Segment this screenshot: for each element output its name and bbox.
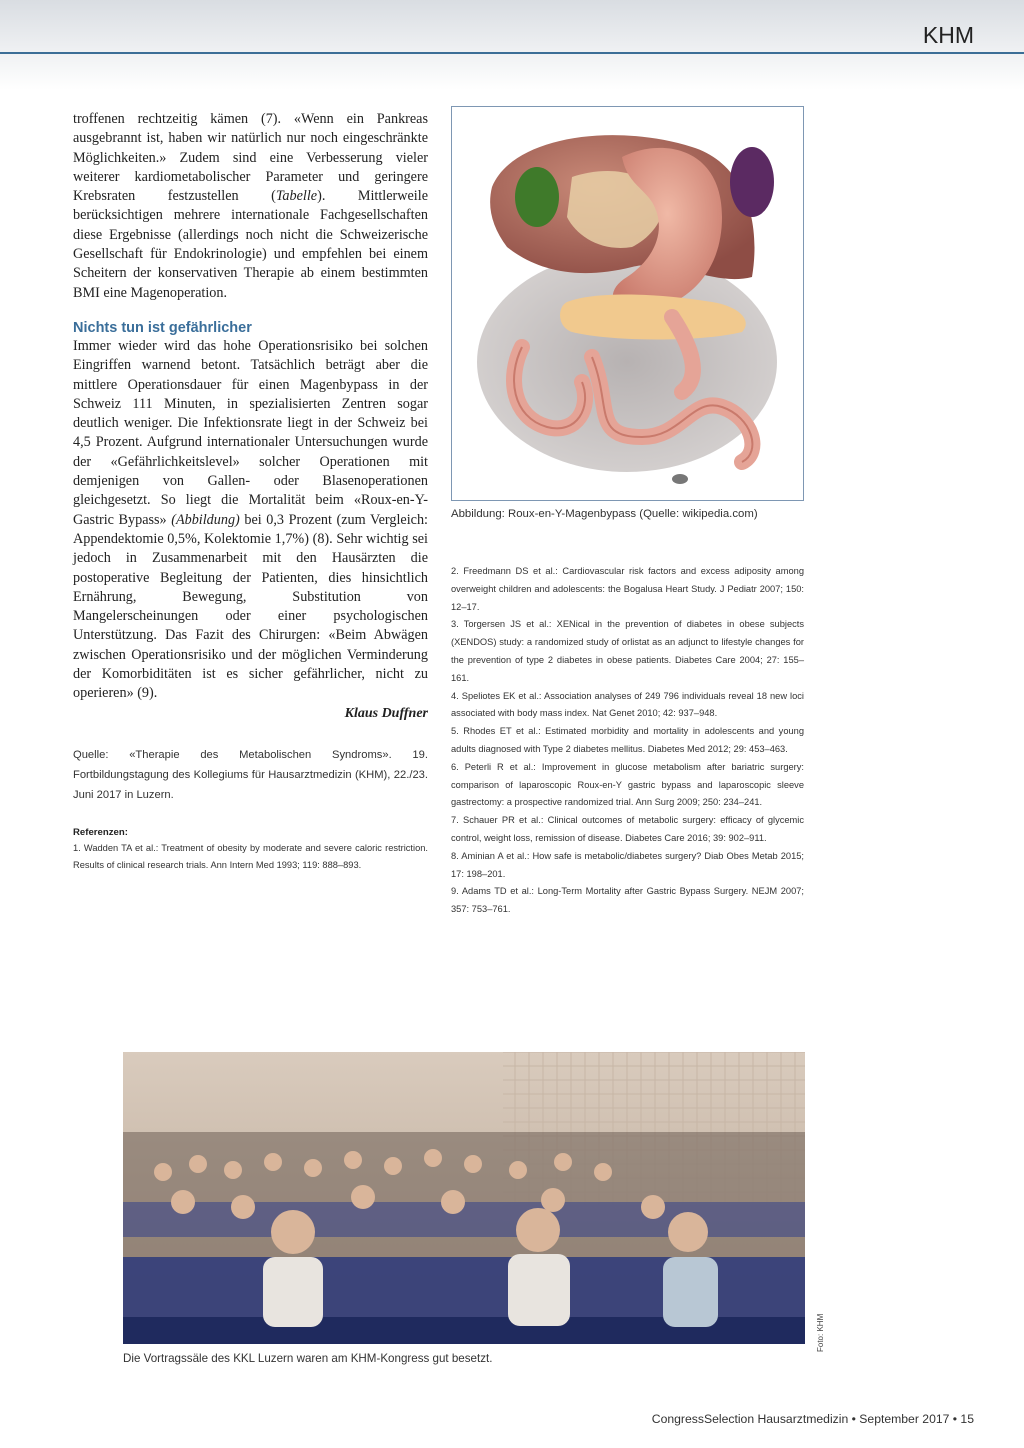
body-paragraph-1: troffenen rechtzeitig kämen (7). «Wenn ein Pankreas ausgebrannt ist, haben wir natürlich nur noch eingeschränkte Möglichkeiten.» Zudem sind eine Verbesserung vieler weiterer kardiometabolischer Parameter und geringere Krebsraten festzustellen (Tabelle). Mittlerweile berücksichtigen mehrere internationale Fachgesellschaften diese Ergebnisse (allerdings noch nicht die Schweizerische Gesellschaft für Endokrinologie) und empfehlen bei einem Scheitern der konservativen Therapie ab einem bestimmten BMI eine Magenoperation.: [73, 111, 428, 301]
references-title: Referenzen:: [73, 826, 128, 838]
anatomy-figure: [451, 106, 804, 501]
reference-item: 9. Adams TD et al.: Long-Term Mortality after Gastric Bypass Surgery. NEJM 2007; 357: 753–761.: [451, 886, 804, 915]
page-footer: CongressSelection Hausarztmedizin • September 2017 • 15: [651, 1412, 974, 1426]
source-note: Quelle: «Therapie des Metabolischen Syndroms». 19. Fortbildungstagung des Kollegiums für Hausarztmedizin (KHM), 22./23. Juni 2017 in Luzern.: [73, 748, 428, 801]
reference-item: 4. Speliotes EK et al.: Association analyses of 249 796 individuals reveal 18 new loci associated with body mass index. Nat Genet 2010; 42: 937–948.: [451, 690, 804, 719]
right-references: [451, 563, 804, 919]
spleen-shape: [730, 147, 774, 217]
left-column: [73, 110, 428, 875]
auditorium-photo: [123, 1052, 805, 1344]
gallbladder-shape: [515, 167, 559, 227]
section-label: KHM: [922, 22, 974, 48]
reference-item: 1. Wadden TA et al.: Treatment of obesity by moderate and severe caloric restriction. Results of clinical research trials. Ann Intern Med 1993; 119: 888–893.: [73, 842, 428, 871]
reference-item: 6. Peterli R et al.: Improvement in glucose metabolism after bariatric surgery: comparison of laparoscopic Roux-en-Y gastric bypass and laparoscopic sleeve gastrectomy: a prospective randomized trial. Ann Surg 2009; 250: 234–241.: [451, 761, 804, 808]
reference-item: 3. Torgersen JS et al.: XENical in the prevention of diabetes in obese subjects (XENDOS) study: a randomized study of orlistat as an adjunct to lifestyle changes for the prevention of type 2 diabetes in obese patients. Diabetes Care 2004; 27: 155–161.: [451, 619, 804, 683]
header-band: [0, 0, 1024, 90]
reference-item: 8. Aminian A et al.: How safe is metabolic/diabetes surgery? Diab Obes Metab 2015; 17: 198–201.: [451, 850, 804, 879]
author-byline: Klaus Duffner: [344, 705, 428, 721]
reference-item: 7. Schauer PR et al.: Clinical outcomes of metabolic surgery: efficacy of glycemic control, weight loss, remission of disease. Diabetes Care 2016; 39: 902–911.: [451, 815, 804, 843]
photo-caption: Die Vortragssäle des KKL Luzern waren am KHM-Kongress gut besetzt.: [123, 1352, 493, 1365]
figure-reference: (Abbildung): [171, 511, 240, 528]
subheading: Nichts tun ist gefährlicher: [73, 319, 252, 336]
body-paragraph-2: Immer wieder wird das hohe Operationsrisiko bei solchen Eingriffen warnend betont. Tatsächlich beträgt aber die mittlere Operationsdauer für einen Magenbypass in der Schweiz 111 Minuten, in spezialisierten Zentren sogar deutlich weniger. Die Infektionsrate liegt in der Schweiz bei 4,5 Prozent. Aufgrund internationaler Untersuchungen wurde der «Gefährlichkeitslevel» solcher Operationen mit demjenigen von Gallen- oder Blasenoperationen gleichgesetzt. So liegt die Mortalität beim «Roux-en-Y-Gastric Bypass» (Abbildung) bei 0,3 Prozent (zum Vergleich: Appendektomie 0,5%, Kolektomie 1,7%) (8). Sehr wichtig sei jedoch in Zusammenarbeit mit den Hausärzten die postoperative Begleitung der Patienten, dies hinsichtlich Ernährung, Bewegung, Substitution von Mangelerscheinungen oder einer psychologischen Unterstützung. Das Fazit des Chirurgen: «Beim Abwägen zwischen Operationsrisiko und der möglichen Verminderung der Komorbiditäten ist es sicher gefährlicher, nicht zu operieren» (9).: [73, 337, 429, 702]
reference-item: 2. Freedmann DS et al.: Cardiovascular risk factors and excess adiposity among overweight children and adolescents: the Bogalusa Heart Study. J Pediatr 2007; 150: 12–17.: [451, 566, 804, 612]
clip-marker: [672, 474, 688, 484]
table-reference: Tabelle: [275, 188, 318, 205]
reference-item: 5. Rhodes ET et al.: Estimated morbidity and mortality in adolescents and young adults diagnosed with Type 2 diabetes mellitus. Diabetes Med 2012; 29: 453–463.: [451, 726, 804, 754]
header-rule: [0, 52, 1024, 54]
roux-en-y-illustration: [452, 107, 803, 500]
figure-caption: Abbildung: Roux-en-Y-Magenbypass (Quelle: wikipedia.com): [451, 508, 758, 520]
photo-credit: Foto: KHM: [816, 1313, 825, 1352]
